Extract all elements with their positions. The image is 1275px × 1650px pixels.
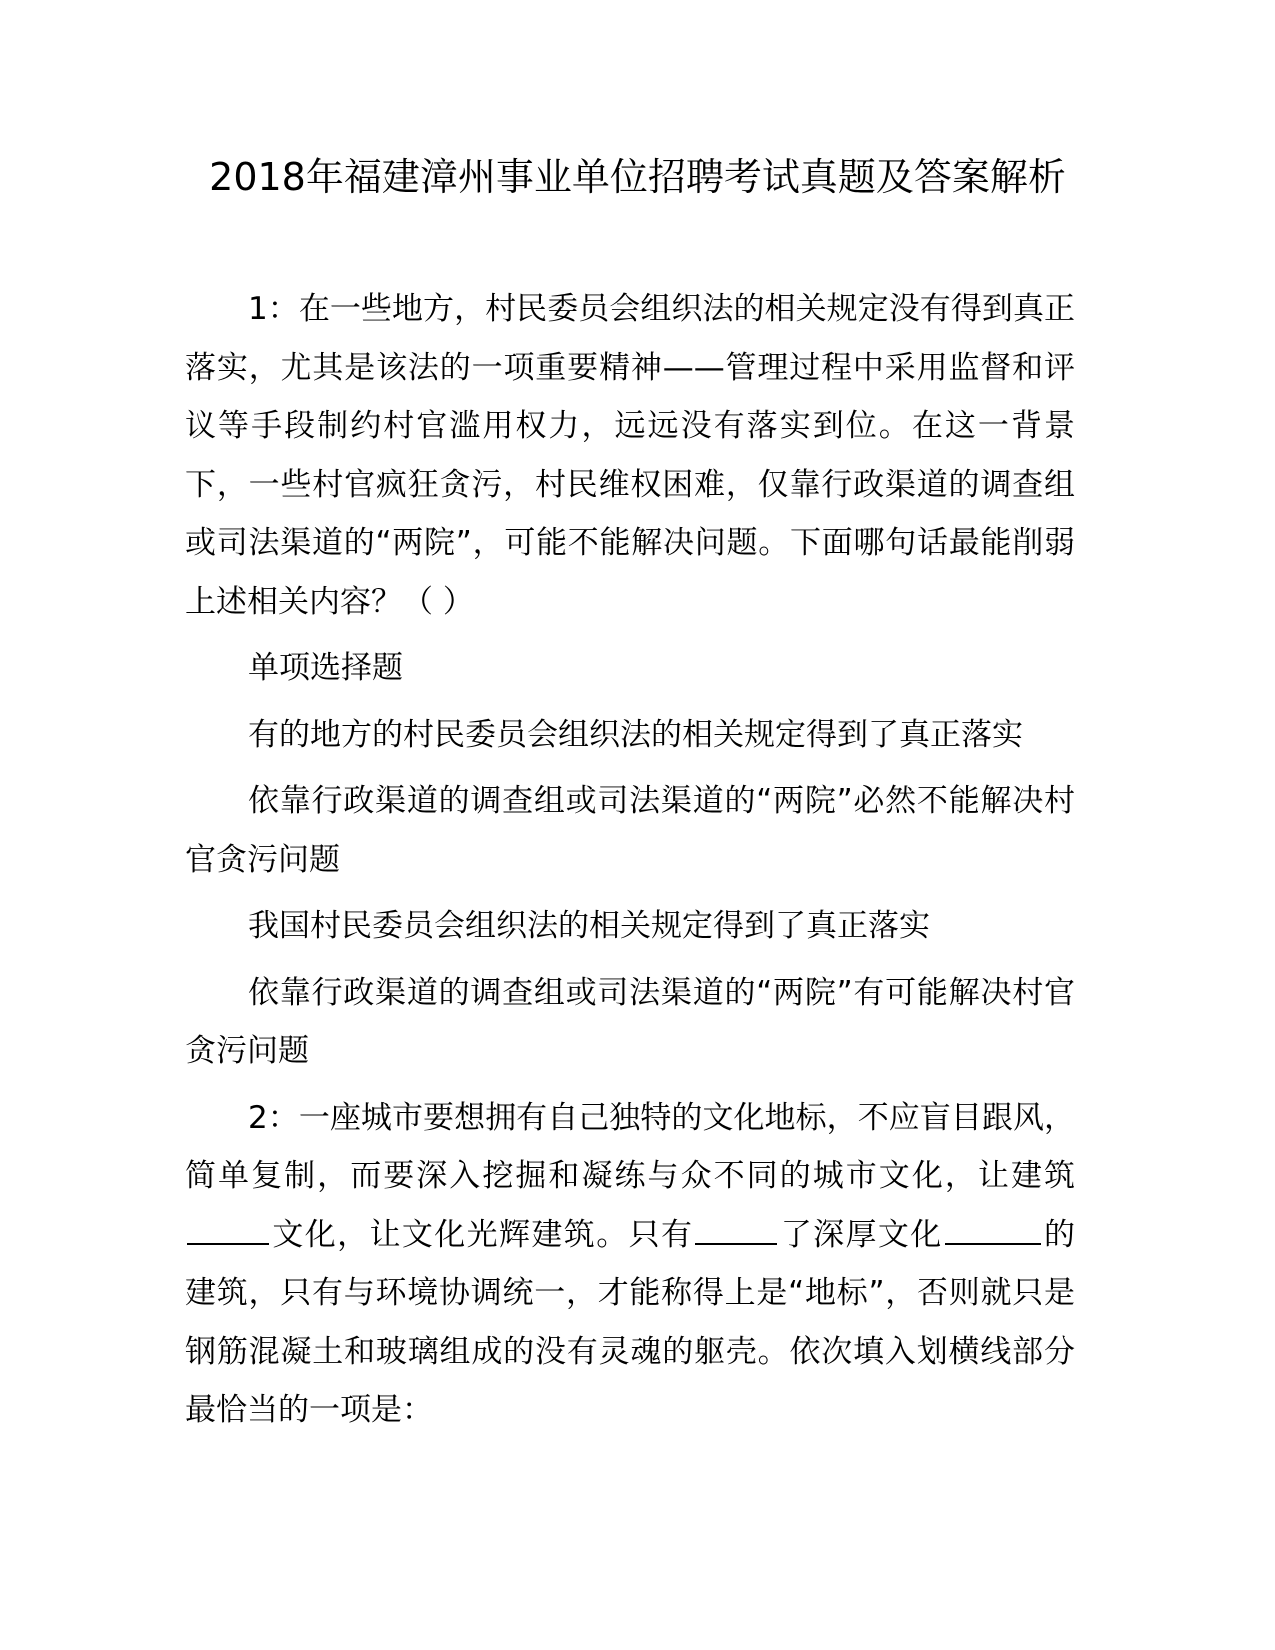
fill-blank-1	[187, 1217, 269, 1245]
fill-blank-3	[945, 1217, 1041, 1245]
question-2-text-part-3: 了深厚文化	[779, 1216, 943, 1253]
question-2-text-part-1: 2：一座城市要想拥有自己独特的文化地标，不应盲目跟风，简单复制，而要深入挖掘和凝练与众不同的城市文化，让建筑	[185, 1099, 1075, 1194]
question-2-text-part-4: 的建筑，只有与环境协调统一，才能称得上是“地标”，否则就只是钢筋混凝土和玻璃组成的没有灵魂的躯壳。依次填入划横线部分最恰当的一项是：	[185, 1216, 1076, 1428]
question-1-stem: 1：在一些地方，村民委员会组织法的相关规定没有得到真正落实，尤其是该法的一项重要精神——管理过程中采用监督和评议等手段制约村官滥用权力，远远没有落实到位。在这一背景下，一些村官疯狂贪污，村民维权困难，仅靠行政渠道的调查组或司法渠道的“两院”，可能不能解决问题。下面哪句话最能削弱上述相关内容？（ ）	[185, 291, 1075, 620]
question-1-type-label: 单项选择题	[248, 650, 403, 686]
question-2-stem	[185, 1089, 1075, 1440]
document-body	[185, 280, 1075, 1448]
question-1-option-d: 依靠行政渠道的调查组或司法渠道的“两院”有可能解决村官贪污问题	[185, 974, 1075, 1069]
question-1-option-c: 我国村民委员会组织法的相关规定得到了真正落实	[248, 908, 930, 944]
fill-blank-2	[695, 1217, 777, 1245]
question-2-text-part-2: 文化，让文化光辉建筑。只有	[271, 1216, 694, 1253]
question-1-option-b: 依靠行政渠道的调查组或司法渠道的“两院”必然不能解决村官贪污问题	[185, 783, 1075, 878]
question-1-option-a: 有的地方的村民委员会组织法的相关规定得到了真正落实	[248, 716, 1023, 753]
document-title: 2018年福建漳州事业单位招聘考试真题及答案解析	[209, 155, 1066, 199]
